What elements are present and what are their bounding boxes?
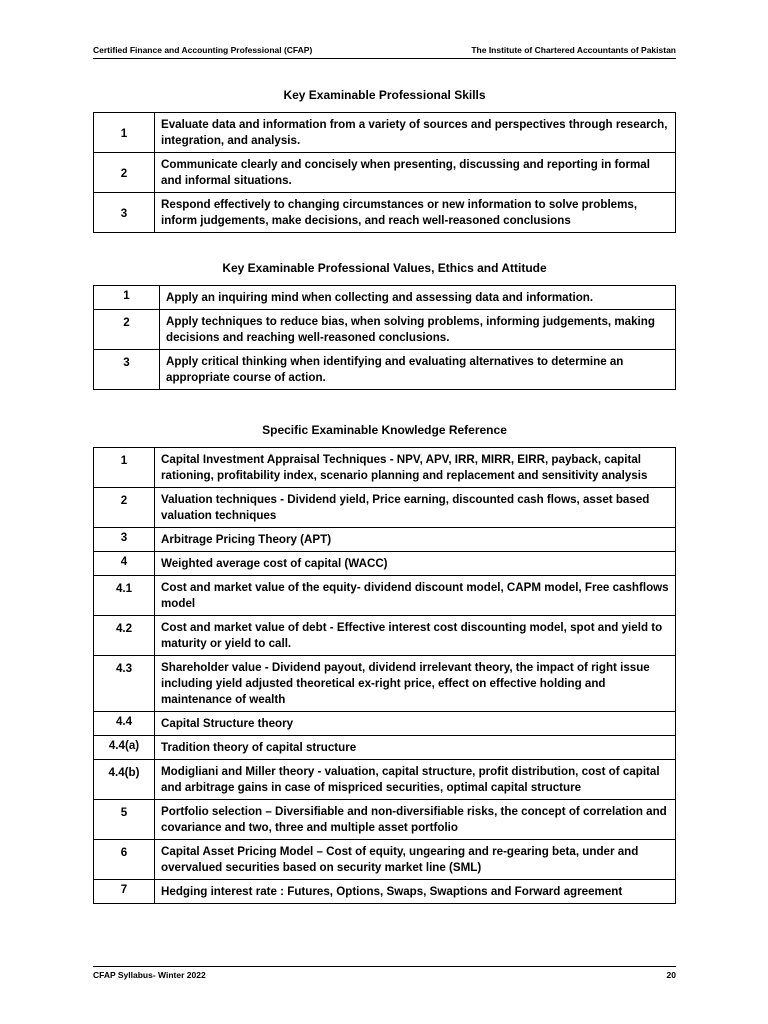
- row-number: 5: [94, 800, 155, 840]
- table-row: [94, 528, 676, 552]
- row-number: 4.3: [94, 656, 155, 712]
- row-number: 4.4(b): [94, 760, 155, 800]
- table-row: [94, 488, 676, 528]
- row-number: 4.2: [94, 616, 155, 656]
- row-text: Shareholder value - Dividend payout, dividend irrelevant theory, the impact of right issue including yield adjusted theoretical ex-right price, effect on effective holding and maintenance of wealth: [155, 656, 676, 712]
- row-number: 2: [94, 310, 160, 350]
- row-number: 2: [94, 488, 155, 528]
- row-text: Evaluate data and information from a variety of sources and perspectives through research, integration, and analysis.: [155, 113, 676, 153]
- table-row: [94, 616, 676, 656]
- table-row: [94, 760, 676, 800]
- row-number: 1: [94, 448, 155, 488]
- table-row: [94, 736, 676, 760]
- table-row: [94, 840, 676, 880]
- row-text: Capital Investment Appraisal Techniques - NPV, APV, IRR, MIRR, EIRR, payback, capital rationing, profitability index, scenario planning and replacement and sensitivity analysis: [155, 448, 676, 488]
- row-number: 4.1: [94, 576, 155, 616]
- table-row: [94, 193, 676, 233]
- row-number: 4.4(a): [94, 736, 155, 760]
- row-text: Respond effectively to changing circumstances or new information to solve problems, inform judgements, make decisions, and reach well-reasoned conclusions: [155, 193, 676, 233]
- values-table: [93, 285, 676, 390]
- knowledge-table: [93, 447, 676, 904]
- row-text: Cost and market value of the equity- dividend discount model, CAPM model, Free cashflows model: [155, 576, 676, 616]
- page-number: 20: [666, 970, 676, 980]
- table-row: [94, 800, 676, 840]
- row-number: 1: [94, 113, 155, 153]
- row-number: 3: [94, 528, 155, 552]
- table-row: [94, 552, 676, 576]
- knowledge-title: Specific Examinable Knowledge Reference: [262, 423, 507, 437]
- header-right-text: The Institute of Chartered Accountants of Pakistan: [471, 45, 676, 55]
- table-row: [94, 576, 676, 616]
- table-row: [94, 448, 676, 488]
- row-number: 1: [94, 286, 160, 310]
- row-text: Portfolio selection – Diversifiable and non-diversifiable risks, the concept of correlation and covariance and two, three and multiple asset portfolio: [155, 800, 676, 840]
- row-number: 7: [94, 880, 155, 904]
- row-text: Apply techniques to reduce bias, when solving problems, informing judgements, making decisions and reaching well-reasoned conclusions.: [160, 310, 676, 350]
- row-number: 4.4: [94, 712, 155, 736]
- row-text: Capital Asset Pricing Model – Cost of equity, ungearing and re-gearing beta, under and overvalued securities based on security market line (SML): [155, 840, 676, 880]
- row-number: 3: [94, 193, 155, 233]
- table-row: [94, 310, 676, 350]
- footer-left-text: CFAP Syllabus- Winter 2022: [93, 970, 206, 980]
- table-row: [94, 712, 676, 736]
- row-text: Apply an inquiring mind when collecting and assessing data and information.: [160, 286, 676, 310]
- page-header: [93, 44, 676, 59]
- skills-table: [93, 112, 676, 233]
- table-row: [94, 350, 676, 390]
- values-title: Key Examinable Professional Values, Ethics and Attitude: [222, 261, 547, 275]
- table-row: [94, 880, 676, 904]
- row-number: 6: [94, 840, 155, 880]
- row-number: 4: [94, 552, 155, 576]
- page-footer: [93, 966, 676, 981]
- row-text: Modigliani and Miller theory - valuation, capital structure, profit distribution, cost of capital and arbitrage gains in case of mispriced securities, optimal capital structure: [155, 760, 676, 800]
- table-row: [94, 656, 676, 712]
- row-text: Apply critical thinking when identifying and evaluating alternatives to determine an appropriate course of action.: [160, 350, 676, 390]
- table-row: [94, 286, 676, 310]
- row-text: Cost and market value of debt - Effective interest cost discounting model, spot and yield to maturity or yield to call.: [155, 616, 676, 656]
- row-text: Capital Structure theory: [155, 712, 676, 736]
- header-left-text: Certified Finance and Accounting Professional (CFAP): [93, 45, 313, 55]
- row-text: Hedging interest rate : Futures, Options, Swaps, Swaptions and Forward agreement: [155, 880, 676, 904]
- row-text: Weighted average cost of capital (WACC): [155, 552, 676, 576]
- table-row: [94, 113, 676, 153]
- row-text: Arbitrage Pricing Theory (APT): [155, 528, 676, 552]
- row-text: Valuation techniques - Dividend yield, Price earning, discounted cash flows, asset based valuation techniques: [155, 488, 676, 528]
- row-text: Tradition theory of capital structure: [155, 736, 676, 760]
- row-number: 2: [94, 153, 155, 193]
- row-text: Communicate clearly and concisely when presenting, discussing and reporting in formal and informal situations.: [155, 153, 676, 193]
- row-number: 3: [94, 350, 160, 390]
- table-row: [94, 153, 676, 193]
- skills-title: Key Examinable Professional Skills: [283, 88, 486, 102]
